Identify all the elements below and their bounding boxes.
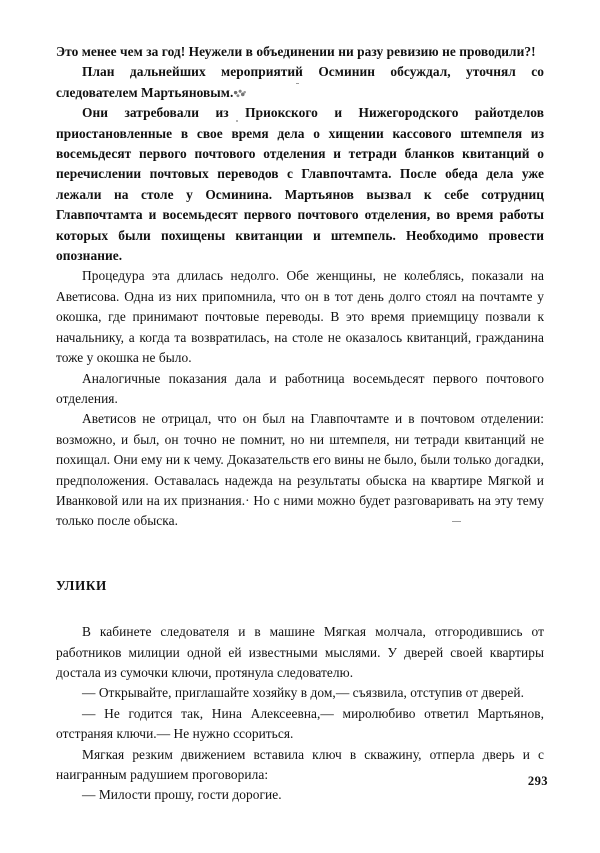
ink-smudge-icon: [233, 89, 246, 98]
scan-speck: [452, 521, 461, 522]
paragraph: Аналогичные показания дала и работница восемьдесят первого почтового отделения.: [56, 370, 544, 406]
paragraph: — Не годится так, Нина Алексеевна,— миролюбиво ответил Мартьянов, отстраняя ключи.— Не нужно ссориться.: [56, 705, 544, 742]
paragraph: В кабинете следователя и в машине Мягкая молчала, отгородившись от работников милиции одной ей известными мыслями. У дверей своей квартиры достала из сумочки ключи, протянула следователю.: [56, 624, 544, 680]
section-spacer: [56, 532, 544, 576]
paragraph-text: План дальнейших мероприятий Осминин обсуждал, уточнял со следователем Мартьяновым.: [56, 64, 544, 100]
paragraph: — Открывайте, приглашайте хозяйку в дом,— съязвила, отступив от дверей.: [82, 685, 524, 701]
paragraph: [56, 62, 544, 103]
paragraph: Это менее чем за год! Неужели в объединении ни разу ревизию не проводили?!: [56, 44, 536, 59]
paragraph: — Милости прошу, гости дорогие.: [82, 787, 282, 803]
heading-spacer: [56, 596, 544, 622]
section-heading: УЛИКИ: [56, 577, 107, 593]
paragraph: Аветисов не отрицал, что он был на Главпочтамте и в почтовом отделении: возможно, и был, он точно не помнит, но ни штемпеля, ни тетради квитанций не похищал. Они ему ни к чему. Доказательств его вины не было, были только догадки, предположения. Оставалась надежда на результаты обыска на квартире Мягкой и Иванковой или на их признания.· Но с ними можно будет разговаривать на эту тему только после обыска.: [56, 411, 544, 529]
scan-speck: [236, 120, 238, 122]
paragraph: Мягкая резким движением вставила ключ в скважину, отперла дверь и с наигранным радушием проговорила:: [56, 746, 544, 782]
body-text: [56, 42, 544, 806]
page-number: 293: [527, 774, 548, 788]
paragraph: Процедура эта длилась недолго. Обе женщины, не колеблясь, показали на Аветисова. Одна из них припомнила, что он в тот день долго стоял на почтамте у окошка, где принимают почтовые переводы. В это время приемщицу позвали к начальнику, а когда та возвратилась, на столе не оказалось квитанций, гражданина тоже у окошка не было.: [56, 268, 544, 366]
paragraph: Они затребовали из Приокского и Нижегородского райотделов приостановленные в свое время дела о хищении кассового штемпеля из восемьдесят первого почтового отделения и тетради бланков квитанций о перечислении почтовых переводов с Главпочтамта. После обеда дела уже лежали на столе у Осминина. Мартьянов вызвал к себе сотрудниц Главпочтамта и восемьдесят первого почтового отделения, во время работы которых были похищены квитанции и штемпель. Необходимо провести опознание.: [56, 105, 544, 264]
scan-speck: [296, 83, 299, 84]
